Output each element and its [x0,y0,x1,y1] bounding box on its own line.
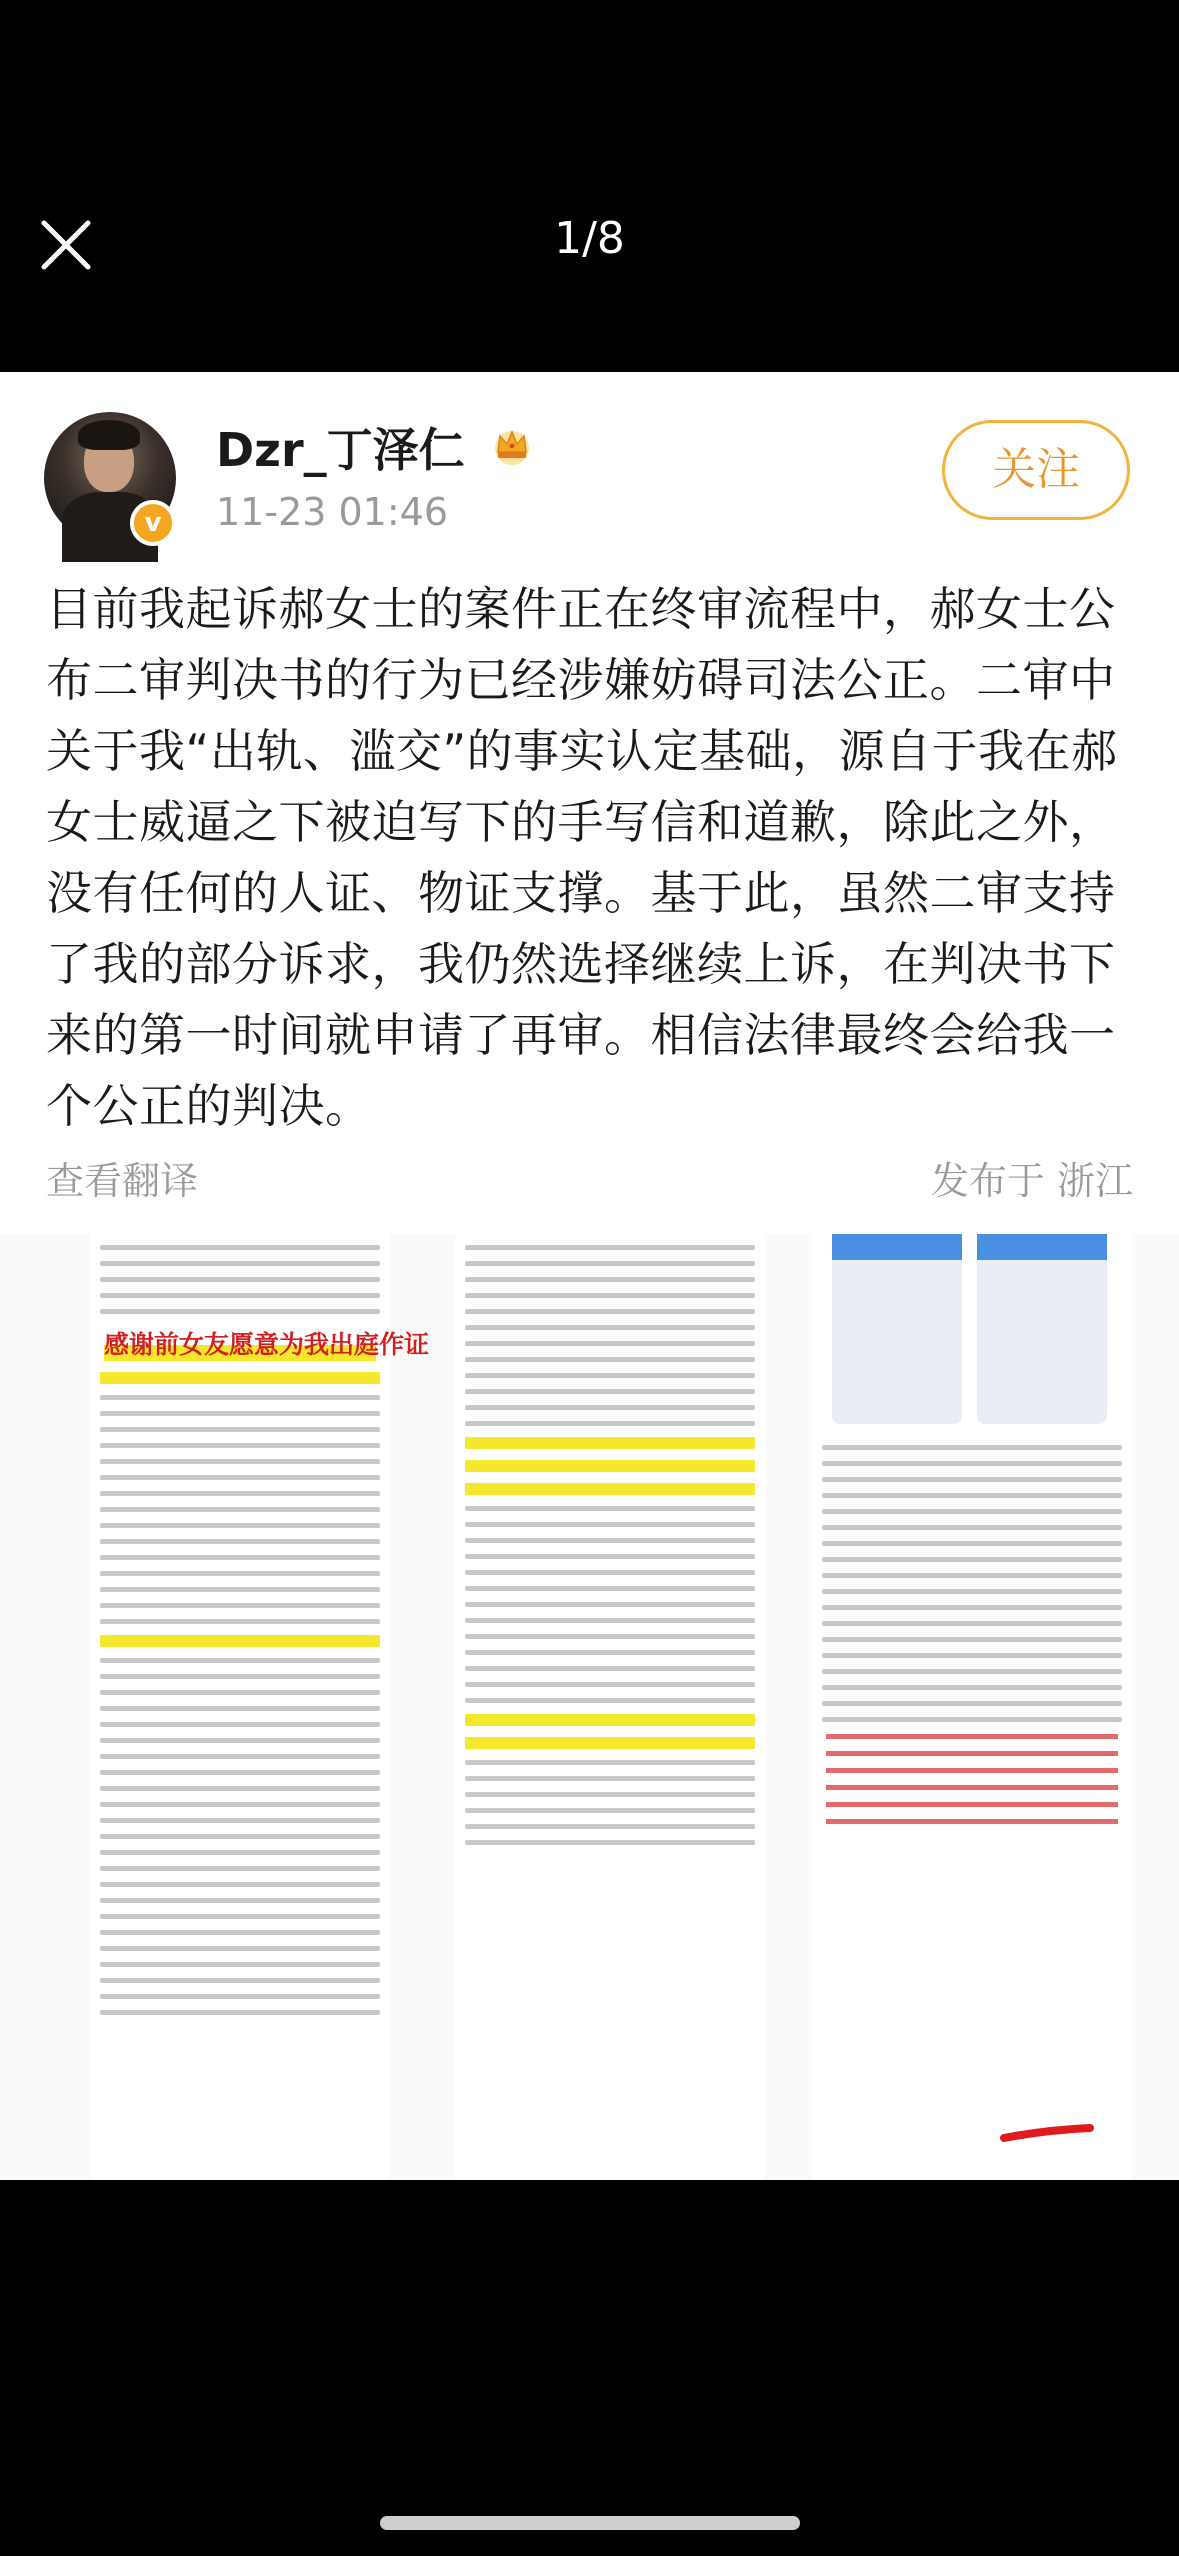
doc-line [100,1962,380,1967]
doc-line [100,1555,380,1560]
doc-line [465,1682,755,1687]
avatar-hair [78,420,140,450]
doc-line [465,1650,755,1655]
doc-line [822,1605,1122,1610]
doc-red-line [826,1751,1118,1756]
doc-red-line [826,1768,1118,1773]
doc-line [822,1589,1122,1594]
doc-phone-header [977,1234,1107,1260]
doc-line [465,1357,755,1362]
doc-line [100,1978,380,1983]
doc-line [100,1309,380,1314]
doc-red-line [826,1785,1118,1790]
doc-line [465,1261,755,1266]
doc-line [822,1637,1122,1642]
doc-line [465,1586,755,1591]
follow-button[interactable]: 关注 [942,420,1130,520]
doc-line [100,1914,380,1919]
doc-line [100,1754,380,1759]
translate-link[interactable]: 查看翻译 [46,1159,199,1203]
doc-line [465,1824,755,1829]
doc-red-line [826,1734,1118,1739]
doc-highlight-line [465,1437,755,1449]
doc-line [100,1411,380,1416]
doc-line [465,1293,755,1298]
doc-red-line [826,1802,1118,1807]
doc-highlight-line [100,1372,380,1384]
doc-line [465,1698,755,1703]
doc-line [100,1786,380,1791]
doc-line [822,1477,1122,1482]
doc-line [465,1373,755,1378]
doc-highlight-line [465,1737,755,1749]
doc-line [100,1587,380,1592]
doc-line [100,1946,380,1951]
doc-line [100,1395,380,1400]
doc-line [100,1293,380,1298]
viewer-bottom-bar [0,2180,1179,2556]
doc-line [465,1634,755,1639]
doc-line [100,1603,380,1608]
doc-line [100,1898,380,1903]
doc-line [465,1405,755,1410]
doc-line [822,1525,1122,1530]
doc-line [100,1523,380,1528]
doc-line [465,1389,755,1394]
doc-line [100,1491,380,1496]
doc-line [465,1792,755,1797]
doc-line [100,1722,380,1727]
doc-line [822,1573,1122,1578]
doc-line [100,1261,380,1266]
doc-phone-screenshot [832,1234,962,1424]
doc-line [465,1341,755,1346]
doc-line [822,1717,1122,1722]
doc-line [822,1493,1122,1498]
doc-line [100,1658,380,1663]
doc-line [465,1421,755,1426]
doc-line [100,1802,380,1807]
doc-highlight-line [465,1714,755,1726]
doc-line [100,1690,380,1695]
doc-line [100,1459,380,1464]
doc-line [822,1541,1122,1546]
document-image-3[interactable] [812,1234,1132,2180]
doc-line [100,1706,380,1711]
doc-highlight-line [465,1460,755,1472]
doc-line [465,1618,755,1623]
doc-line [822,1653,1122,1658]
doc-line [100,1619,380,1624]
username[interactable]: Dzr_丁泽仁 [216,423,465,477]
doc-line [465,1245,755,1250]
doc-line [100,1277,380,1282]
doc-line [100,1850,380,1855]
doc-line [822,1701,1122,1706]
doc-line [465,1506,755,1511]
doc-line [100,1507,380,1512]
doc-line [822,1445,1122,1450]
home-indicator[interactable] [380,2516,800,2530]
doc-line [465,1776,755,1781]
doc-line [465,1840,755,1845]
doc-line [822,1461,1122,1466]
doc-line [100,1994,380,1999]
doc-line [465,1570,755,1575]
doc-line [465,1538,755,1543]
viewer-top-bar [0,0,1179,372]
doc-line [822,1509,1122,1514]
doc-line [465,1602,755,1607]
doc-line [100,1475,380,1480]
doc-line [465,1325,755,1330]
crown-icon [488,422,536,466]
doc-phone-header [832,1234,962,1260]
doc-line [100,1539,380,1544]
doc-line [822,1621,1122,1626]
doc-line [465,1760,755,1765]
doc-highlight-line [465,1483,755,1495]
page-indicator: 1/8 [554,213,625,264]
document-image-2[interactable] [455,1234,765,2180]
doc-line [100,1882,380,1887]
doc-line [100,1770,380,1775]
doc-line [100,2010,380,2015]
doc-highlight-text: 感谢前女友愿意为我出庭作证 [104,1325,376,1361]
doc-line [465,1522,755,1527]
doc-line [100,1674,380,1679]
doc-line [100,1866,380,1871]
doc-line [465,1666,755,1671]
post-timestamp: 11-23 01:46 [216,490,449,534]
doc-line [100,1571,380,1576]
post-text: 目前我起诉郝女士的案件正在终审流程中，郝女士公布二审判决书的行为已经涉嫌妨碍司法公正。二审中关于我“出轨、滥交”的事实认定基础，源自于我在郝女士威逼之下被迫写下的手写信和道歉，除此之外，没有任何的人证、物证支撑。基于此，虽然二审支持了我的部分诉求，我仍然选择继续上诉，在判决书下来的第一时间就申请了再审。相信法律最终会给我一个公正的判决。 [46,582,1118,1133]
doc-line [822,1557,1122,1562]
doc-line [465,1277,755,1282]
doc-line [465,1808,755,1813]
doc-line [100,1818,380,1823]
doc-line [100,1443,380,1448]
doc-line [465,1554,755,1559]
attachment-images [0,1234,1179,2180]
verified-icon: v [130,500,176,546]
doc-line [822,1669,1122,1674]
doc-line [100,1930,380,1935]
red-underline-mark [1000,2124,1094,2142]
doc-line [100,1738,380,1743]
doc-red-line [826,1819,1118,1824]
doc-line [100,1245,380,1250]
document-image-1[interactable] [90,1234,430,2180]
doc-line [465,1309,755,1314]
doc-line [100,1427,380,1432]
doc-highlight-line [100,1635,380,1647]
doc-phone-screenshot [977,1234,1107,1424]
doc-line [822,1685,1122,1690]
doc-line [100,1834,380,1839]
post-card [0,372,1179,2180]
post-location: 发布于 浙江 [930,1159,1133,1203]
